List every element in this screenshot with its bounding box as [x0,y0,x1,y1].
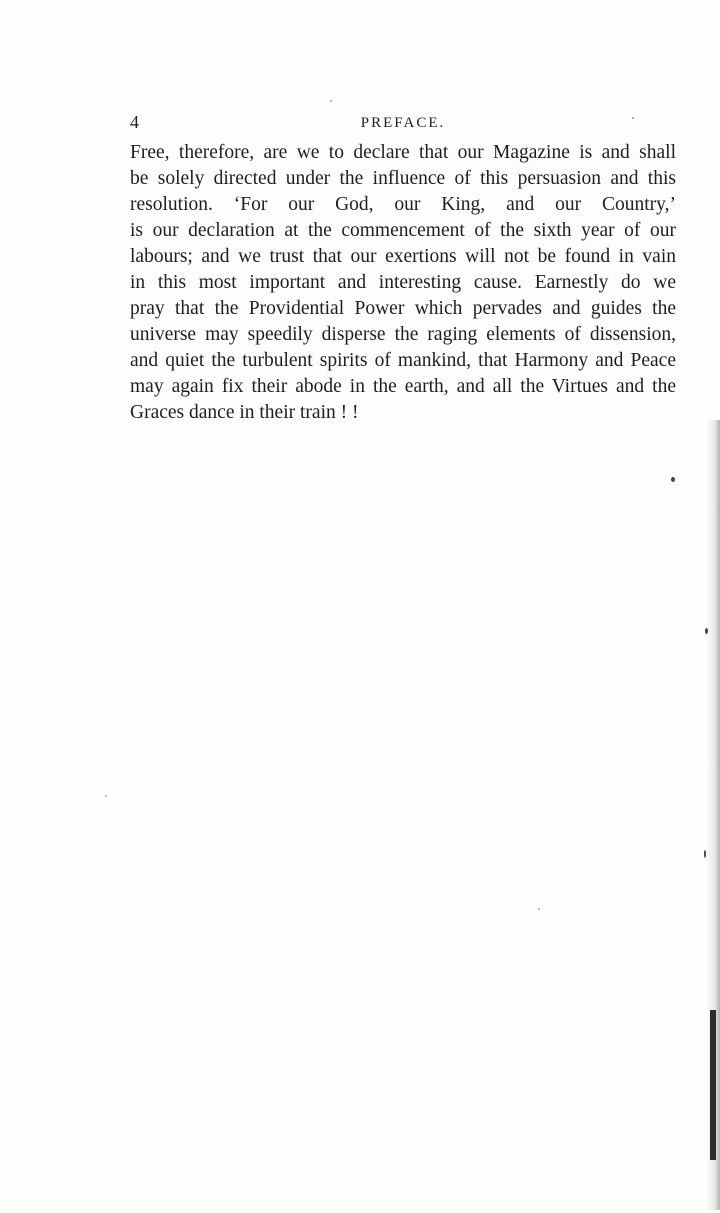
paper-speck [538,908,540,910]
text-line: may again fix their abode in the earth, and all the Virtues and the [130,376,676,397]
running-head: PREFACE. [360,115,446,131]
paper-speck [671,477,675,482]
text-line: labours; and we trust that our exertions will not be found in vain [130,246,676,267]
page-header [130,112,676,140]
text-line: is our declaration at the commencement of the sixth year of our [130,220,676,241]
text-line: universe may speedily disperse the raging elements of dissension, [130,324,676,345]
preface-paragraph [130,140,676,426]
page-number: 4 [130,112,139,132]
paper-speck [705,628,708,634]
text-line: in this most important and interesting cause. Earnestly do we [130,272,676,293]
paper-speck [632,117,634,119]
text-line: resolution. ‘For our God, our King, and our Country,’ [130,194,676,215]
page-edge-binding [710,1010,716,1160]
paper-speck [105,795,107,797]
text-line: and quiet the turbulent spirits of mankind, that Harmony and Peace [130,350,676,371]
text-line: pray that the Providential Power which pervades and guides the [130,298,676,319]
text-line: be solely directed under the influence of this persuasion and this [130,168,676,189]
text-line: Free, therefore, are we to declare that our Magazine is and shall [130,142,676,163]
text-line: Graces dance in their train ! ! [130,402,359,423]
paper-speck [330,100,332,102]
paper-speck [704,850,706,858]
